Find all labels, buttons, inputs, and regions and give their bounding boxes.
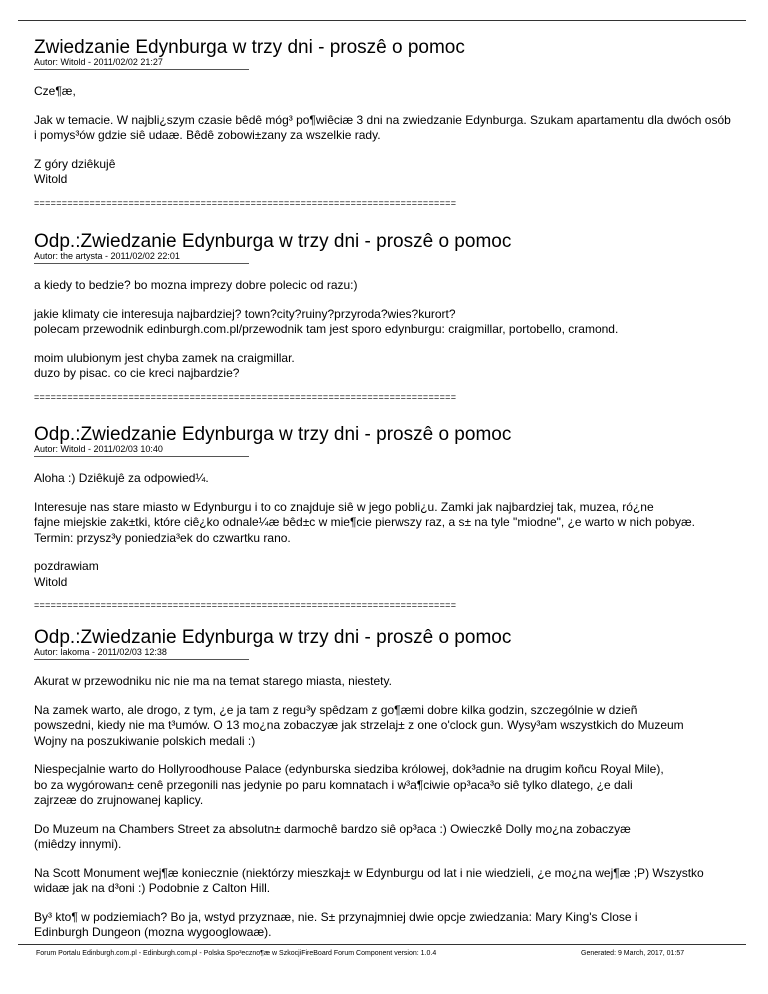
post-body bbox=[34, 84, 734, 188]
post-paragraph: Niespecjalnie warto do Hollyroodhouse Palace (edynburska siedziba królowej, dok³adnie na drugim koñcu Royal Mile), bo za wygórowan± cenê przegonili nas jedynie po paru komnatach i w³a¶ciwie op³aca³o siê tylko dlatego, ¿e dali zajrzeæ do zrujnowanej kaplicy. bbox=[34, 762, 664, 807]
post-separator: ============================================================================ bbox=[34, 600, 457, 610]
meta-divider bbox=[34, 456, 249, 457]
post-paragraph: jakie klimaty cie interesuja najbardziej? town?city?ruiny?przyroda?wies?kurort? polecam przewodnik edinburgh.com.pl/przewodnik tam jest sporo edynburgu: craigmillar, portobello, cramond. bbox=[34, 306, 619, 336]
post-separator: ============================================================================ bbox=[34, 391, 457, 402]
forum-post-2 bbox=[34, 232, 734, 402]
post-paragraph: Z góry dziêkujê Witold bbox=[34, 156, 116, 186]
top-rule bbox=[18, 20, 746, 21]
post-paragraph: Do Muzeum na Chambers Street za absolutn± darmochê bardzo siê op³aca :) Owieczkê Dolly mo¿na zobaczyæ (miêdzy innymi). bbox=[34, 821, 631, 851]
post-paragraph: Interesuje nas stare miasto w Edynburgu i to co znajduje siê w jego pobli¿u. Zamki jak najbardziej tak, muzea, ró¿ne fajne miejskie zak±tki, które ciê¿ko odnale¼æ bêd±c w mie¶cie pierwszy raz, a s± na tyle "miodne", ¿e warto w nich pobyæ. Termin: przysz³y poniedzia³ek do czwartku rano. bbox=[34, 499, 695, 545]
meta-divider bbox=[34, 263, 249, 264]
meta-divider bbox=[34, 69, 249, 70]
forum-post-1 bbox=[34, 38, 734, 208]
post-author-meta: Autor: lakoma - 2011/02/03 12:38 bbox=[34, 647, 167, 657]
post-paragraph: Na Scott Monument wej¶æ koniecznie (niektórzy mieszkaj± w Edynburgu od lat i nie wiedzieli, ¿e mo¿na wej¶æ ;P) Wszystko widaæ jak na d³oni :) Podobnie z Calton Hill. bbox=[34, 865, 704, 895]
post-paragraph: Na zamek warto, ale drogo, z tym, ¿e ja tam z regu³y spêdzam z go¶æmi dobre kilka godzin, szczególnie w dzieñ powszedni, kiedy nie ma t³umów. O 13 mo¿na zobaczyæ jak strzelaj± z one o'clock gun. Wysy³am wszystkich do Muzeum Wojny na poszukiwanie polskich medali :) bbox=[34, 702, 684, 748]
post-author-meta: Autor: Witold - 2011/02/02 21:27 bbox=[34, 57, 163, 67]
post-author-meta: Autor: the artysta - 2011/02/02 22:01 bbox=[34, 251, 180, 261]
post-paragraph: Jak w temacie. W najbli¿szym czasie bêdê móg³ po¶wiêciæ 3 dni na zwiedzanie Edynburga. Szukam apartamentu dla dwóch osób i pomys³ów gdzie siê udaæ. Bêdê zobowi±zany za wszelkie rady. bbox=[34, 112, 731, 142]
post-body bbox=[34, 471, 734, 590]
post-separator: ============================================================================ bbox=[34, 197, 457, 208]
post-paragraph: moim ulubionym jest chyba zamek na craigmillar. duzo by pisac. co cie kreci najbardzie? bbox=[34, 350, 295, 380]
post-author-meta: Autor: Witold - 2011/02/03 10:40 bbox=[34, 444, 163, 454]
forum-post-4 bbox=[34, 628, 734, 954]
post-paragraph: Akurat w przewodniku nic nie ma na temat starego miasta, niestety. bbox=[34, 674, 392, 688]
footer-generated: Generated: 9 March, 2017, 01:57 bbox=[581, 950, 685, 957]
post-paragraph: By³ kto¶ w podziemiach? Bo ja, wstyd przyznaæ, nie. S± przynajmniej dwie opcje zwiedzania: Mary King's Close i Edinburgh Dungeon (mozna wygooglowaæ). bbox=[34, 909, 638, 939]
post-body bbox=[34, 278, 734, 382]
footer-rule bbox=[18, 944, 746, 945]
post-title: Zwiedzanie Edynburga w trzy dni - proszê o pomoc bbox=[34, 37, 465, 58]
forum-post-3 bbox=[34, 425, 734, 610]
post-body bbox=[34, 674, 734, 941]
post-paragraph: a kiedy to bedzie? bo mozna imprezy dobre polecic od razu:) bbox=[34, 278, 358, 292]
post-title: Odp.:Zwiedzanie Edynburga w trzy dni - proszê o pomoc bbox=[34, 231, 512, 252]
meta-divider bbox=[34, 659, 249, 660]
post-title: Odp.:Zwiedzanie Edynburga w trzy dni - proszê o pomoc bbox=[34, 424, 512, 445]
post-paragraph: pozdrawiam Witold bbox=[34, 559, 99, 589]
post-paragraph: Cze¶æ, bbox=[34, 84, 76, 98]
post-paragraph: Aloha :) Dziêkujê za odpowied¼. bbox=[34, 471, 209, 485]
footer-source: Forum Portalu Edinburgh.com.pl - Edinburgh.com.pl - Polska Spo³eczno¶æ w SzkocjiFireBoard Forum Component version: 1.0.4 bbox=[36, 950, 437, 957]
post-title: Odp.:Zwiedzanie Edynburga w trzy dni - proszê o pomoc bbox=[34, 627, 512, 648]
